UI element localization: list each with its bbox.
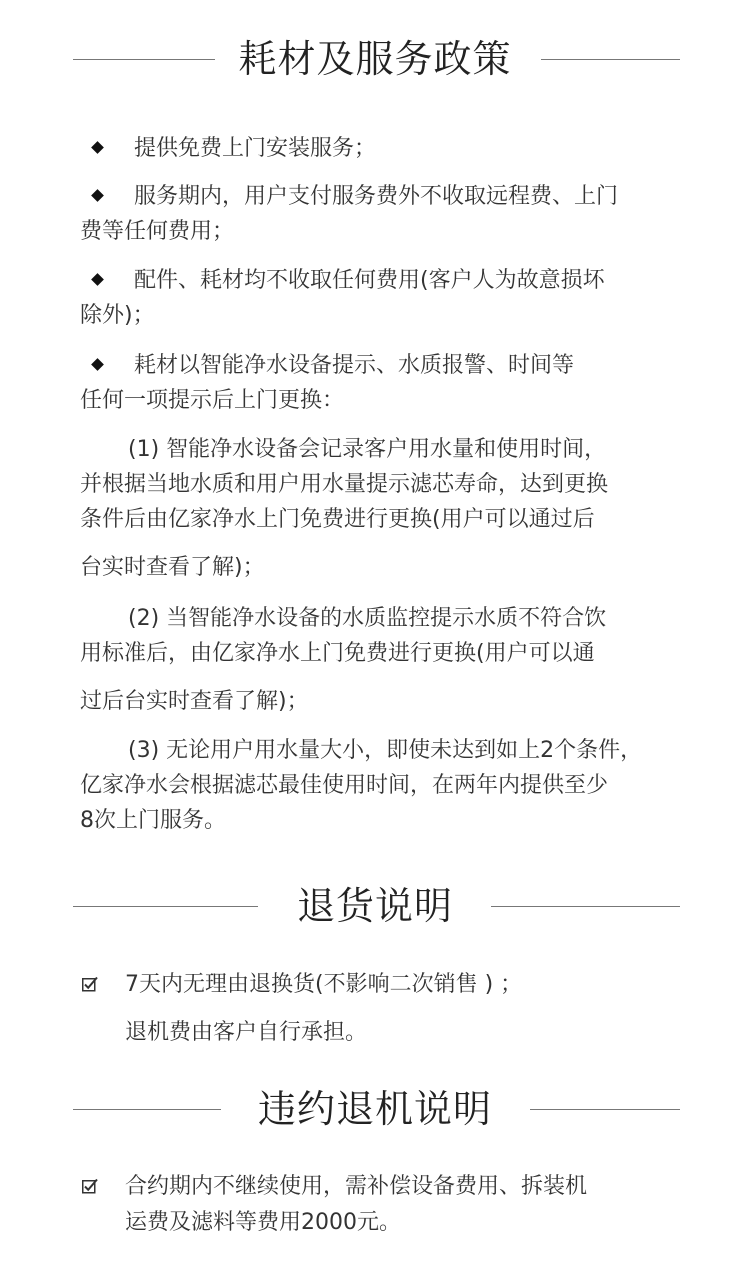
policy-item-4: 耗材以智能净水设备提示、水质报警、时间等 任何一项提示后上门更换： bbox=[80, 353, 575, 413]
heading-rule-left bbox=[73, 906, 258, 907]
return-item: 7天内无理由退换货(不影响二次销售 ) ； 退机费由客户自行承担。 bbox=[82, 967, 682, 1047]
checkbox-checked-icon bbox=[82, 1178, 98, 1194]
policy-item-3: 配件、耗材均不收取任何费用(客户人为故意损坏 除外)； bbox=[80, 268, 605, 328]
section-heading-breach bbox=[0, 1079, 750, 1139]
diamond-bullet-icon bbox=[91, 273, 104, 286]
heading-rule-right bbox=[530, 1109, 680, 1110]
section-title-breach: 违约退机说明 bbox=[257, 1087, 492, 1131]
checkbox-checked-icon bbox=[82, 976, 98, 992]
section-title-return: 退货说明 bbox=[296, 884, 453, 928]
heading-rule-left bbox=[73, 1109, 221, 1110]
heading-rule-right bbox=[541, 59, 680, 60]
heading-rule-left bbox=[73, 59, 215, 60]
section-heading-return bbox=[0, 876, 750, 936]
policy-subitem-2: (2) 当智能净水设备的水质监控提示水质不符合饮 用标准后，由亿家净水上门免费进行更换(用户可以通 过后台实时查看了解)； bbox=[80, 606, 607, 714]
policy-item-2: 服务期内，用户支付服务费外不收取远程费、上门 费等任何费用； bbox=[80, 184, 619, 244]
policy-subitem-3: (3) 无论用户用水量大小，即使未达到如上2个条件， 亿家净水会根据滤芯最佳使用时间，在两年内提供至少 8次上门服务。 bbox=[80, 738, 643, 833]
breach-item: 合约期内不继续使用，需补偿设备费用、拆装机 运费及滤料等费用2000元。 bbox=[82, 1169, 682, 1245]
policy-subitem-1: (1) 智能净水设备会记录客户用水量和使用时间， 并根据当地水质和用户用水量提示滤芯寿命，达到更换 条件后由亿家净水上门免费进行更换(用户可以通过后 台实时查看了解)； bbox=[80, 437, 609, 580]
heading-rule-right bbox=[491, 906, 680, 907]
section-title-policy: 耗材及服务政策 bbox=[238, 37, 512, 81]
policy-item-1: 提供免费上门安装服务； bbox=[80, 131, 680, 166]
diamond-bullet-icon bbox=[91, 358, 104, 371]
diamond-bullet-icon bbox=[91, 141, 104, 154]
diamond-bullet-icon bbox=[91, 189, 104, 202]
section-heading-policy bbox=[0, 29, 750, 89]
